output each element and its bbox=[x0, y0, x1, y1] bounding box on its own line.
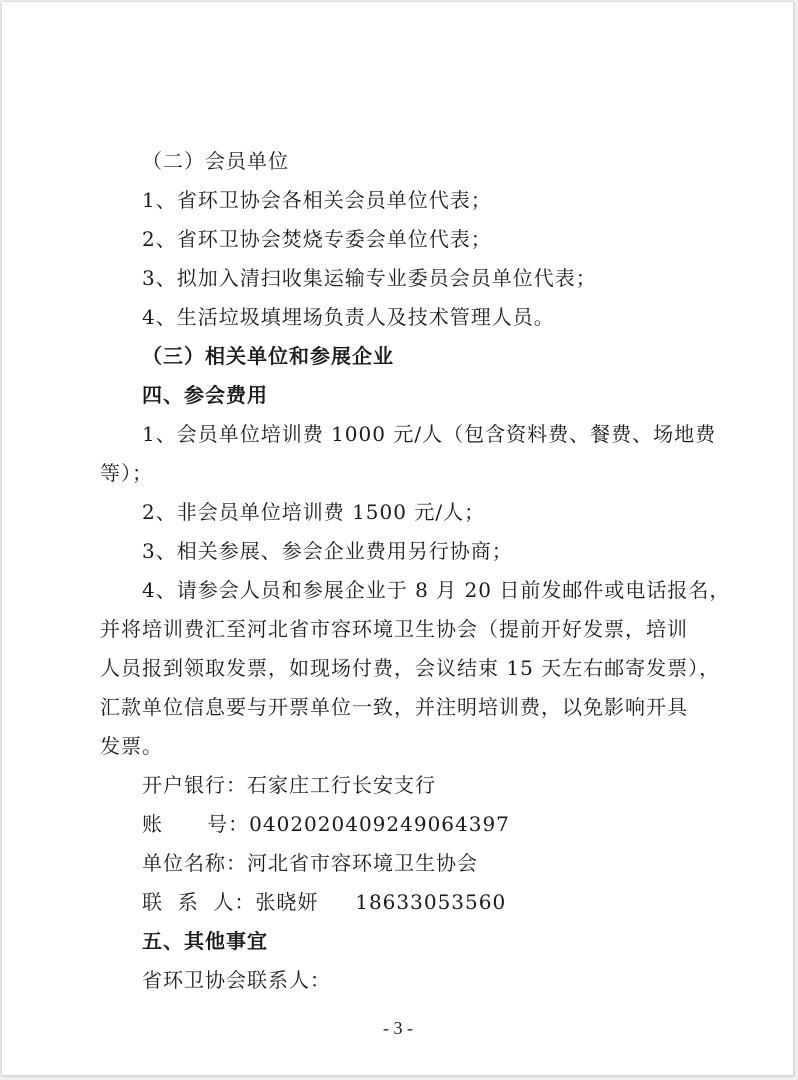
section-related-units-heading: （三）相关单位和参展企业 bbox=[142, 344, 394, 368]
document-page bbox=[2, 2, 794, 1076]
page-number: - 3 - bbox=[383, 1018, 413, 1038]
fee-item-1: 1、会员单位培训费 1000 元/人（包含资料费、餐费、场地费 bbox=[142, 422, 717, 446]
member-item-1: 1、省环卫协会各相关会员单位代表； bbox=[142, 188, 492, 212]
section-other-heading: 五、其他事宜 bbox=[142, 929, 268, 953]
member-item-4: 4、生活垃圾填埋场负责人及技术管理人员。 bbox=[142, 305, 555, 329]
fee-item-4: 4、请参会人员和参展企业于 8 月 20 日前发邮件或电话报名， bbox=[142, 578, 731, 602]
fee-item-4-cont-2: 人员报到领取发票，如现场付费，会议结束 15 天左右邮寄发票）， bbox=[100, 656, 721, 680]
fee-item-1-cont: 等）； bbox=[100, 461, 153, 485]
fee-item-4-cont-3: 汇款单位信息要与开票单位一致，并注明培训费，以免影响开具 bbox=[100, 695, 688, 719]
member-item-2: 2、省环卫协会焚烧专委会单位代表； bbox=[142, 227, 492, 251]
account-number: 账 号：0402020409249064397 bbox=[142, 812, 510, 836]
bank-name: 开户银行：石家庄工行长安支行 bbox=[142, 773, 436, 797]
unit-name: 单位名称：河北省市容环境卫生协会 bbox=[142, 851, 478, 875]
fee-item-2: 2、非会员单位培训费 1500 元/人； bbox=[142, 500, 486, 524]
fee-item-4-cont-4: 发票。 bbox=[100, 734, 163, 758]
fee-item-4-cont-1: 并将培训费汇至河北省市容环境卫生协会（提前开好发票，培训 bbox=[100, 617, 688, 641]
section-fees-heading: 四、参会费用 bbox=[142, 383, 268, 407]
section-member-units-heading: （二）会员单位 bbox=[142, 149, 289, 173]
contact-person: 联 系 人：张晓妍 18633053560 bbox=[142, 890, 507, 914]
member-item-3: 3、拟加入清扫收集运输专业委员会员单位代表； bbox=[142, 266, 597, 290]
fee-item-3: 3、相关参展、参会企业费用另行协商； bbox=[142, 539, 513, 563]
association-contact-label: 省环卫协会联系人： bbox=[142, 968, 331, 992]
